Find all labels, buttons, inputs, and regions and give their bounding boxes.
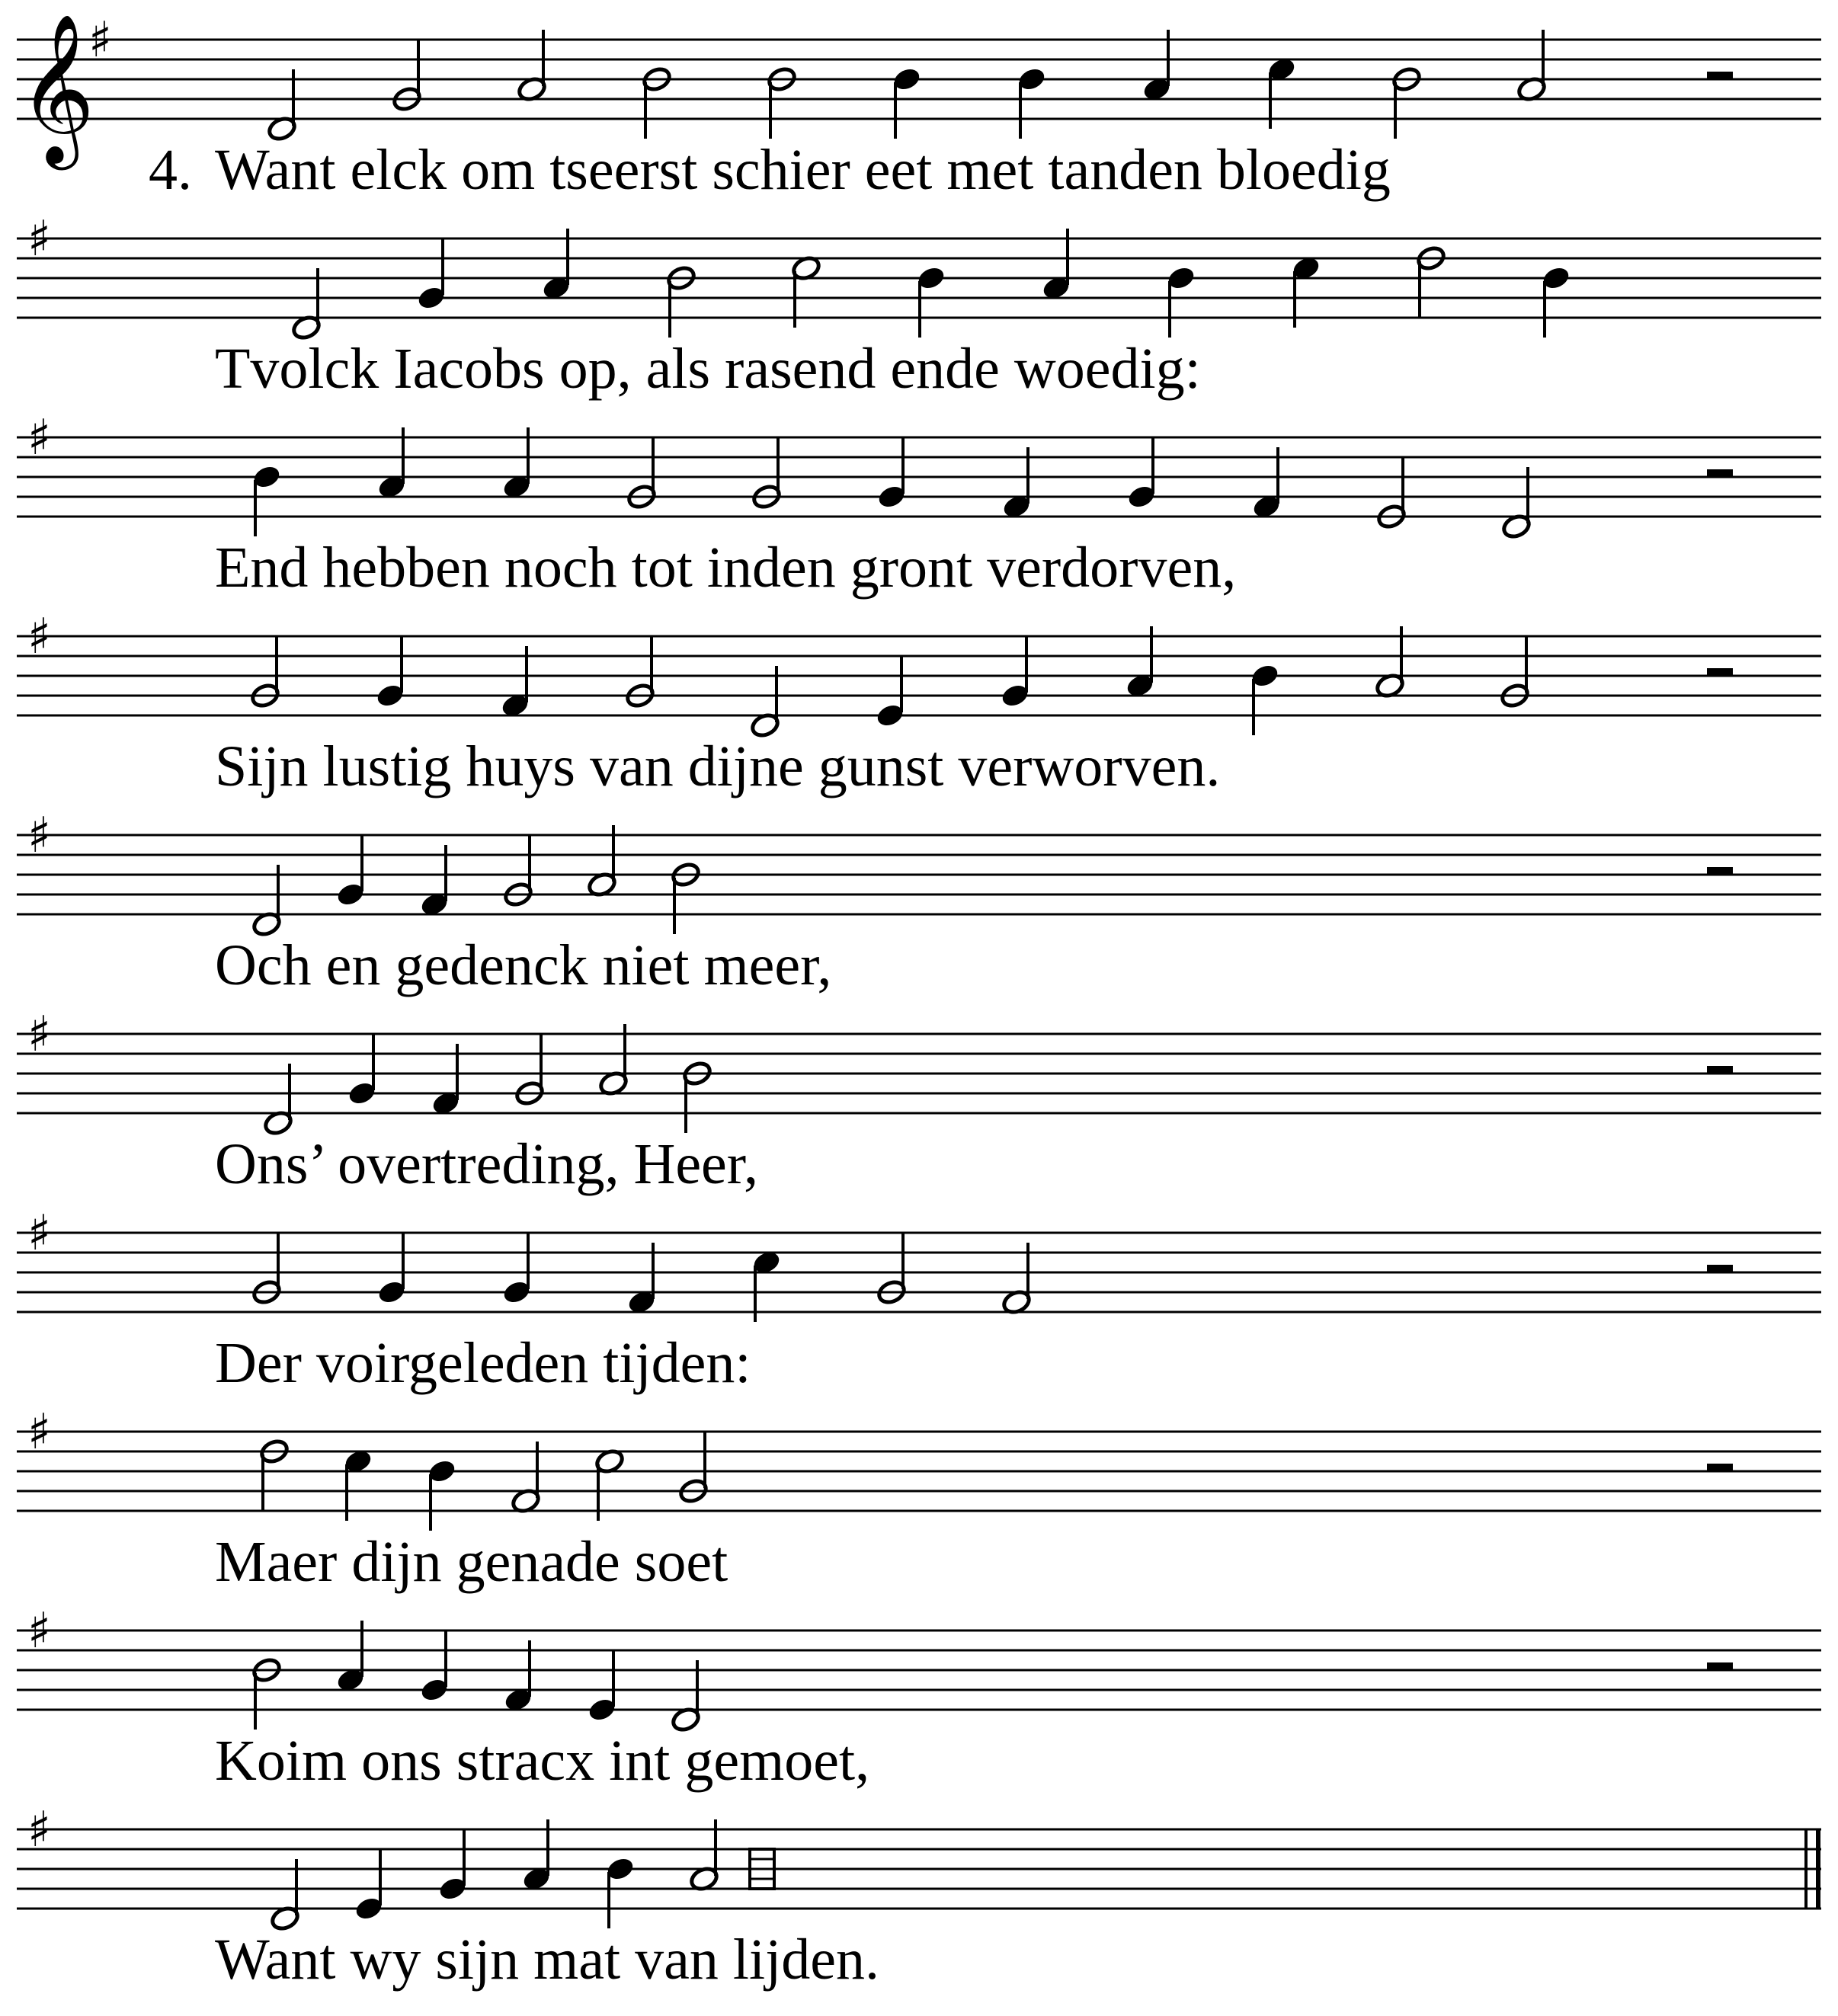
note: [666, 264, 697, 338]
note: [1416, 245, 1447, 318]
half-rest-icon: [1707, 469, 1733, 477]
key-signature-sharp-icon: ♯: [27, 1205, 51, 1262]
score-systems: [17, 12, 1821, 1992]
key-signature-sharp-icon: ♯: [27, 1802, 51, 1858]
treble-clef-icon: 𝄞: [18, 13, 95, 164]
key-signature-sharp-icon: ♯: [27, 1404, 51, 1461]
note: [375, 636, 406, 709]
note: [1126, 437, 1158, 510]
key-signature-sharp-icon: ♯: [27, 1006, 51, 1063]
system-9: [17, 1603, 1821, 1793]
key-signature-sharp-icon: ♯: [27, 1603, 51, 1659]
half-rest-icon: [1707, 668, 1733, 676]
note: [503, 835, 534, 908]
note: [1000, 636, 1031, 709]
note: [876, 437, 908, 510]
note: [1376, 457, 1407, 530]
note: [678, 1432, 709, 1505]
lyric-line: Der voirgeleden tijden:: [215, 1331, 751, 1395]
note: [767, 66, 798, 139]
verse-number: 4.: [149, 138, 192, 202]
lyric-line: Ons’ overtreding, Heer,: [215, 1132, 759, 1196]
half-rest-icon: [1707, 1464, 1733, 1471]
note: [335, 835, 367, 908]
note: [642, 66, 673, 139]
system-10: [17, 1802, 1821, 1992]
note: [1391, 66, 1423, 139]
note: [419, 1630, 450, 1704]
half-rest-icon: [1707, 1662, 1733, 1670]
note: [437, 1829, 469, 1902]
note: [1500, 636, 1531, 709]
lyric-line: Och en gedenck niet meer,: [215, 933, 832, 997]
note: [427, 1458, 458, 1531]
note: [251, 1656, 283, 1730]
verse-number-group: [149, 138, 192, 202]
key-signature-sharp-icon: ♯: [27, 609, 51, 665]
note: [1166, 264, 1197, 338]
system-8: [17, 1404, 1821, 1594]
system-1: [17, 12, 1821, 202]
note: [605, 1855, 636, 1928]
half-rest-icon: [1707, 1066, 1733, 1074]
note: [392, 40, 423, 113]
note: [501, 1233, 533, 1306]
half-rest-icon: [1707, 1265, 1733, 1272]
note: [682, 1060, 713, 1133]
note: [587, 1650, 618, 1723]
note: [751, 437, 783, 510]
note: [251, 1233, 283, 1306]
note: [1541, 264, 1572, 338]
lyric-line: Want elck om tseerst schier eet met tanden bloedig: [215, 138, 1391, 202]
note: [1250, 662, 1281, 735]
lyric-line: End hebben noch tot inden gront verdorven,: [215, 536, 1237, 600]
note: [875, 656, 906, 729]
note: [892, 66, 923, 139]
note: [626, 437, 658, 510]
lyric-line: Sijn lustig huys van dijne gunst verworven.: [215, 734, 1221, 798]
note: [916, 264, 947, 338]
half-rest-icon: [1707, 867, 1733, 875]
lyric-line: Want wy sijn mat van lijden.: [215, 1928, 879, 1992]
system-3: [17, 410, 1821, 600]
system-7: [17, 1205, 1821, 1395]
note: [251, 463, 283, 536]
system-4: [17, 609, 1821, 798]
note: [259, 1438, 290, 1511]
lyric-line: Maer dijn genade soet: [215, 1530, 728, 1594]
note: [376, 1233, 408, 1306]
key-signature-sharp-icon: ♯: [88, 12, 112, 69]
note: [1017, 66, 1048, 139]
note: [250, 636, 281, 709]
note: [347, 1034, 378, 1107]
note: [354, 1849, 385, 1922]
note: [671, 861, 702, 934]
lyric-line: Koim ons stracx int gemoet,: [215, 1729, 870, 1793]
note: [876, 1233, 908, 1306]
system-2: [17, 211, 1821, 401]
note: [625, 636, 656, 709]
key-signature-sharp-icon: ♯: [27, 808, 51, 864]
half-rest-icon: [1707, 72, 1733, 79]
key-signature-sharp-icon: ♯: [27, 211, 51, 267]
system-6: [17, 1006, 1821, 1196]
lyric-line: Tvolck Iacobs op, als rasend ende woedig:: [215, 337, 1201, 401]
system-5: [17, 808, 1821, 997]
key-signature-sharp-icon: ♯: [27, 410, 51, 466]
note: [514, 1034, 546, 1107]
note: [416, 238, 447, 312]
